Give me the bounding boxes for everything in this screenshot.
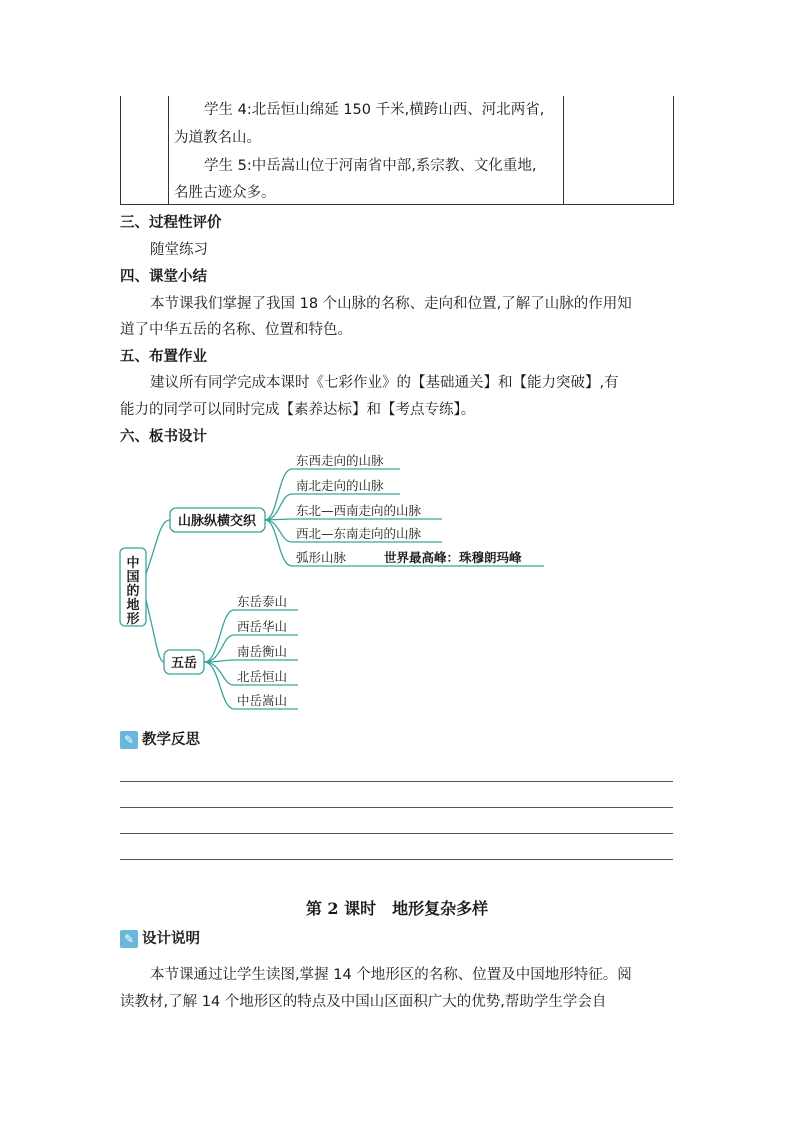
design-note-body-line1: 本节课通过让学生读图,掌握 14 个地形区的名称、位置及中国地形特征。阅 (150, 967, 632, 983)
reflection-line-1 (120, 781, 673, 782)
b2-leaf-3: 南岳衡山 (237, 644, 288, 659)
root-char-3: 的 (126, 584, 140, 599)
b2-leaf-2: 西岳华山 (237, 619, 288, 634)
connector-root-branch2 (146, 600, 164, 662)
table-row2-line1: 学生 5:中岳嵩山位于河南省中部,系宗教、文化重地, (204, 158, 537, 174)
book-icon: ✎ (120, 930, 138, 948)
reflection-line-3 (120, 833, 673, 834)
b1-leaf-1: 东西走向的山脉 (296, 453, 384, 468)
b1-leaf-2: 南北走向的山脉 (296, 478, 384, 493)
b1-leaf-4: 西北—东南走向的山脉 (296, 526, 422, 541)
reflection-line-2 (120, 807, 673, 808)
branch1-label: 山脉纵横交织 (177, 514, 257, 529)
b1-leaf-5-extra: 世界最高峰：珠穆朗玛峰 (384, 550, 522, 565)
table-row1-line2: 为道教名山。 (174, 130, 261, 146)
connector-b1-leaf5 (265, 520, 292, 566)
connector-b2-leaf5 (204, 662, 234, 709)
connector-b1-leaf4 (265, 520, 292, 542)
root-char-5: 形 (126, 612, 140, 627)
b2-leaf-1: 东岳泰山 (237, 594, 288, 609)
section-3-title: 三、过程性评价 (120, 215, 222, 231)
root-char-2: 国 (126, 570, 140, 585)
design-note-body-line2: 读教材,了解 14 个地形区的特点及中国山区面积广大的优势,帮助学生学会自 (120, 994, 607, 1010)
section-4-body-line1: 本节课我们掌握了我国 18 个山脉的名称、走向和位置,了解了山脉的作用知 (150, 296, 632, 312)
connector-root-branch1 (146, 520, 170, 574)
design-note-title: 设计说明 (142, 931, 200, 947)
reflection-line-4 (120, 859, 673, 860)
b2-leaf-4: 北岳恒山 (237, 669, 288, 684)
b1-leaf-3: 东北—西南走向的山脉 (296, 503, 422, 518)
section-4-body-line2: 道了中华五岳的名称、位置和特色。 (120, 322, 352, 338)
section-5-body-line1: 建议所有同学完成本课时《七彩作业》的【基础通关】和【能力突破】,有 (150, 375, 619, 391)
book-icon: ✎ (120, 731, 138, 749)
connector-b1-leaf2 (265, 494, 292, 520)
root-char-4: 地 (126, 598, 140, 613)
section-5-title: 五、布置作业 (120, 349, 207, 365)
section-3-body: 随堂练习 (150, 242, 208, 258)
b1-leaf-5: 弧形山脉 (296, 550, 347, 565)
section-6-title: 六、板书设计 (120, 429, 207, 445)
root-char-1: 中 (126, 556, 140, 571)
section-5-body-line2: 能力的同学可以同时完成【素养达标】和【考点专练】。 (120, 402, 476, 418)
lesson-title: 第 2 课时 地形复杂多样 (305, 899, 489, 918)
b2-leaf-5: 中岳嵩山 (237, 693, 288, 708)
section-4-title: 四、课堂小结 (120, 269, 207, 285)
reflection-title: 教学反思 (142, 732, 200, 748)
branch2-label: 五岳 (170, 656, 198, 671)
table-row2-line2: 名胜古迹众多。 (174, 185, 276, 201)
table-row1-line1: 学生 4:北岳恒山绵延 150 千米,横跨山西、河北两省, (204, 102, 545, 118)
